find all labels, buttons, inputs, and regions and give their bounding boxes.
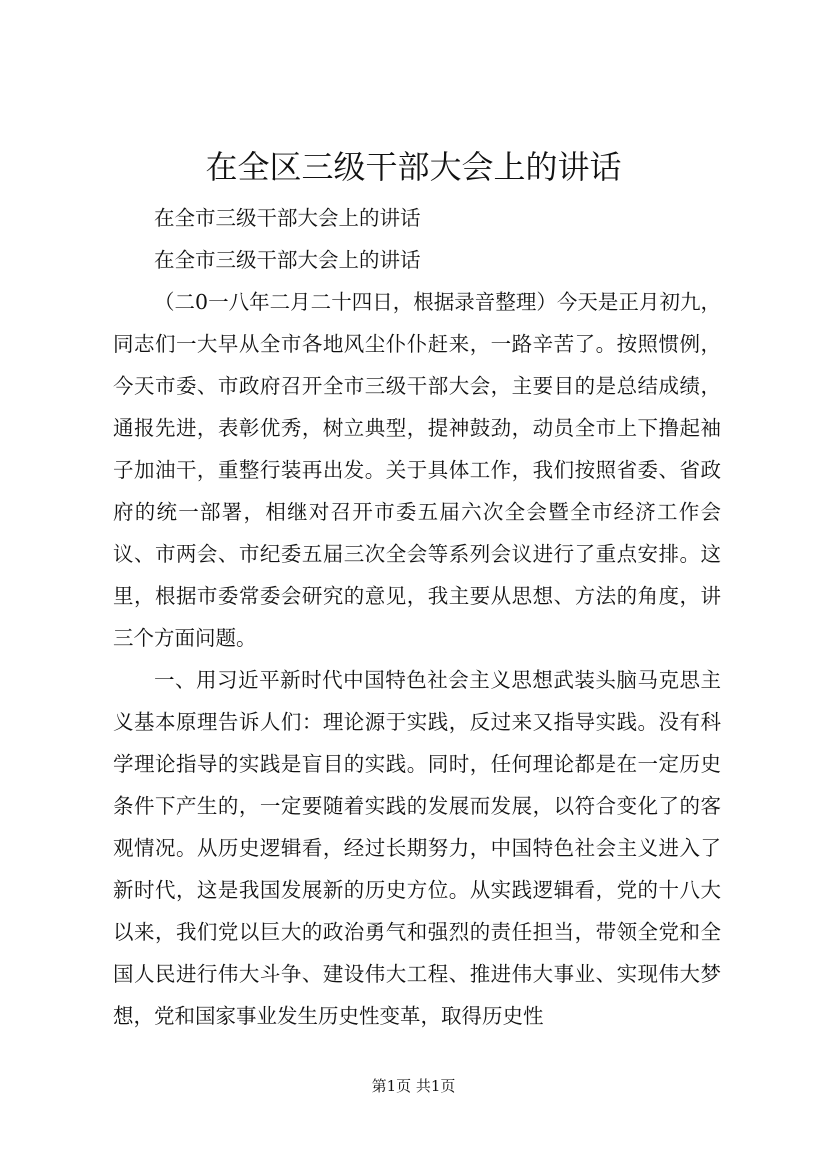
paragraph-subtitle-1: 在全市三级干部大会上的讲话 [154, 206, 421, 230]
paragraph-section-one: 一、用习近平新时代中国特色社会主义思想武装头脑马克思主义基本原理告诉人们：理论源于实践，反过来又指导实践。没有科学理论指导的实践是盲目的实践。同时，任何理论都是在一定历史条件下产生的，一定要随着实践的发展而发展，以符合变化了的客观情况。从历史逻辑看，经过长期努力，中国特色社会主义进入了新时代，这是我国发展新的历史方位。从实践逻辑看，党的十八大以来，我们党以巨大的政治勇气和强烈的责任担当，带领全党和全国人民进行伟大斗争、建设伟大工程、推进伟大事业、实现伟大梦想，党和国家事业发生历史性变革，取得历史性 [113, 668, 721, 1028]
paragraph-intro: （二0一八年二月二十四日，根据录音整理）今天是正月初九，同志们一大早从全市各地风尘仆仆赶来，一路辛苦了。按照惯例，今天市委、市政府召开全市三级干部大会，主要目的是总结成绩，通报先进，表彰优秀，树立典型，提神鼓劲，动员全市上下撸起袖子加油干，重整行装再出发。关于具体工作，我们按照省委、省政府的统一部署，相继对召开市委五届六次全会暨全市经济工作会议、市两会、市纪委五届三次全会等系列会议进行了重点安排。这里，根据市委常委会研究的意见，我主要从思想、方法的角度，讲三个方面问题。 [113, 290, 721, 650]
paragraph-subtitle-2: 在全市三级干部大会上的讲话 [154, 248, 421, 272]
page-footer: 第1页 共1页 [371, 1077, 456, 1095]
document-title: 在全区三级干部大会上的讲话 [205, 148, 622, 186]
document-body [113, 197, 721, 1037]
